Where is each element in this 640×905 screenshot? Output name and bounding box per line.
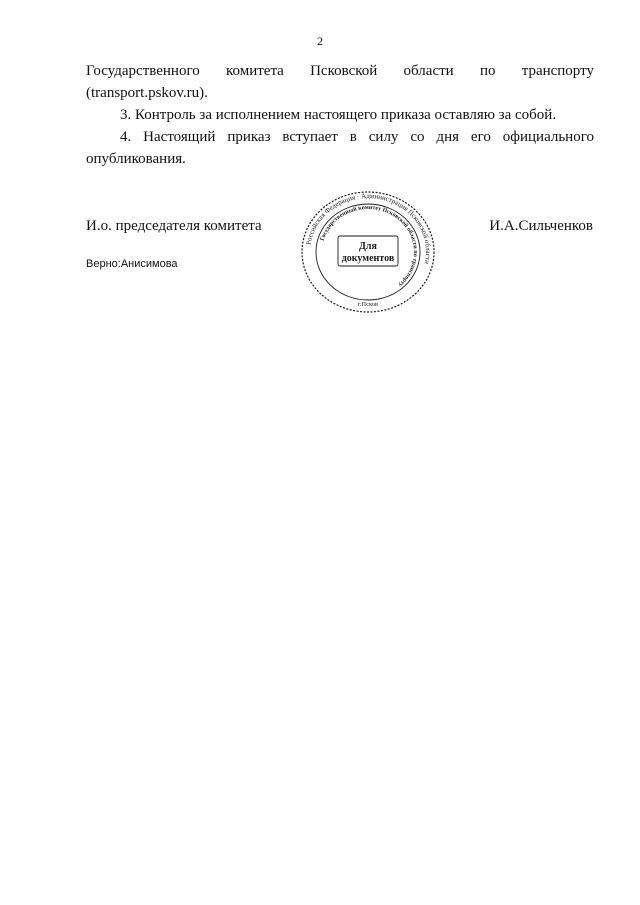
seal-outer-text: Российская Федерация · Администрация Псковской области (304, 191, 433, 265)
paragraph-item-3: 3. Контроль за исполнением настоящего приказа оставляю за собой. (120, 107, 557, 123)
seal-center-line-1: Для (359, 241, 377, 252)
official-seal-stamp (298, 190, 438, 314)
verified-by-note: Верно:Анисимова (86, 258, 178, 270)
signatory-role: И.о. председателя комитета (86, 218, 262, 234)
word: комитета (225, 63, 284, 79)
signatory-name: И.А.Сильченков (489, 218, 593, 234)
word: транспорту (521, 63, 594, 79)
document-body (86, 60, 594, 170)
paragraph-item-4: 4. Настоящий приказ вступает в силу со дня его официального (120, 129, 594, 145)
word: области (403, 63, 454, 79)
seal-city-text: г.Псков (357, 301, 379, 308)
paragraph-line: (transport.pskov.ru). (86, 85, 208, 101)
word: по (479, 63, 496, 79)
seal-inner-text: Государственный комитет Псковской области по транспорту (319, 204, 419, 288)
paragraph-item-4-continued: опубликования. (86, 151, 186, 167)
word: Псковской (310, 63, 378, 79)
seal-center-line-2: документов (341, 253, 395, 264)
page-number: 2 (317, 34, 323, 48)
paragraph-line (86, 60, 594, 82)
word: Государственного (86, 63, 200, 79)
